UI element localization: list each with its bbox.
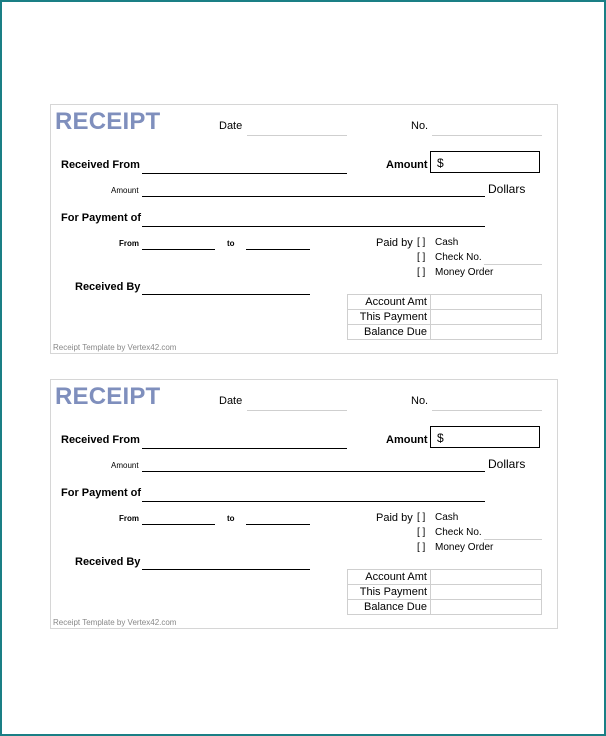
received-by-label: Received By — [75, 556, 141, 568]
template-footer: Receipt Template by Vertex42.com — [53, 343, 177, 352]
to-field[interactable] — [246, 524, 310, 525]
receipt-2 — [50, 379, 558, 629]
for-payment-field[interactable] — [142, 501, 485, 502]
dollars-label: Dollars — [488, 182, 526, 196]
from-field[interactable] — [142, 249, 215, 250]
received-from-label: Received From — [61, 159, 140, 171]
no-label: No. — [411, 120, 429, 132]
amount-label: Amount — [386, 159, 428, 171]
amount-label: Amount — [386, 434, 428, 446]
account-table — [347, 294, 542, 340]
money-order-label: Money Order — [435, 267, 494, 278]
currency-symbol: $ — [437, 431, 444, 445]
date-field[interactable] — [247, 410, 347, 411]
amount-field[interactable] — [430, 151, 540, 173]
balance-due-field[interactable] — [431, 600, 542, 615]
cash-label: Cash — [435, 237, 459, 248]
check-no-label: Check No. — [435, 527, 482, 538]
check-no-field[interactable] — [484, 264, 542, 265]
account-table — [347, 569, 542, 615]
from-field[interactable] — [142, 524, 215, 525]
for-payment-label: For Payment of — [61, 212, 142, 224]
received-by-field[interactable] — [142, 294, 310, 295]
cash-checkbox[interactable]: [ ] — [417, 512, 426, 523]
to-label: to — [227, 239, 235, 248]
account-amt-label: Account Amt — [348, 295, 431, 310]
cash-checkbox[interactable]: [ ] — [417, 237, 426, 248]
receipt-title: RECEIPT — [55, 383, 161, 410]
check-checkbox[interactable]: [ ] — [417, 252, 426, 263]
received-from-field[interactable] — [142, 448, 347, 449]
this-payment-label: This Payment — [348, 310, 431, 325]
this-payment-label: This Payment — [348, 585, 431, 600]
this-payment-field[interactable] — [431, 310, 542, 325]
paid-by-label: Paid by — [376, 237, 413, 249]
date-label: Date — [219, 120, 243, 132]
balance-due-label: Balance Due — [348, 600, 431, 615]
balance-due-field[interactable] — [431, 325, 542, 340]
for-payment-field[interactable] — [142, 226, 485, 227]
date-label: Date — [219, 395, 243, 407]
from-label: From — [119, 514, 139, 523]
balance-due-label: Balance Due — [348, 325, 431, 340]
cash-label: Cash — [435, 512, 459, 523]
money-order-checkbox[interactable]: [ ] — [417, 542, 426, 553]
currency-symbol: $ — [437, 156, 444, 170]
to-field[interactable] — [246, 249, 310, 250]
paid-by-label: Paid by — [376, 512, 413, 524]
dollars-label: Dollars — [488, 457, 526, 471]
money-order-checkbox[interactable]: [ ] — [417, 267, 426, 278]
check-no-field[interactable] — [484, 539, 542, 540]
this-payment-field[interactable] — [431, 585, 542, 600]
to-label: to — [227, 514, 235, 523]
for-payment-label: For Payment of — [61, 487, 142, 499]
no-label: No. — [411, 395, 429, 407]
check-no-label: Check No. — [435, 252, 482, 263]
account-amt-field[interactable] — [431, 295, 542, 310]
date-field[interactable] — [247, 135, 347, 136]
template-footer: Receipt Template by Vertex42.com — [53, 618, 177, 627]
amount-field[interactable] — [430, 426, 540, 448]
receipt-title: RECEIPT — [55, 108, 161, 135]
amount-words-field[interactable] — [142, 471, 485, 472]
check-checkbox[interactable]: [ ] — [417, 527, 426, 538]
account-amt-field[interactable] — [431, 570, 542, 585]
from-label: From — [119, 239, 139, 248]
received-from-label: Received From — [61, 434, 140, 446]
received-from-field[interactable] — [142, 173, 347, 174]
received-by-label: Received By — [75, 281, 141, 293]
amount-words-label: Amount — [111, 461, 139, 470]
amount-words-field[interactable] — [142, 196, 485, 197]
account-amt-label: Account Amt — [348, 570, 431, 585]
received-by-field[interactable] — [142, 569, 310, 570]
money-order-label: Money Order — [435, 542, 494, 553]
number-field[interactable] — [432, 135, 542, 136]
number-field[interactable] — [432, 410, 542, 411]
amount-words-label: Amount — [111, 186, 139, 195]
receipt-1 — [50, 104, 558, 354]
